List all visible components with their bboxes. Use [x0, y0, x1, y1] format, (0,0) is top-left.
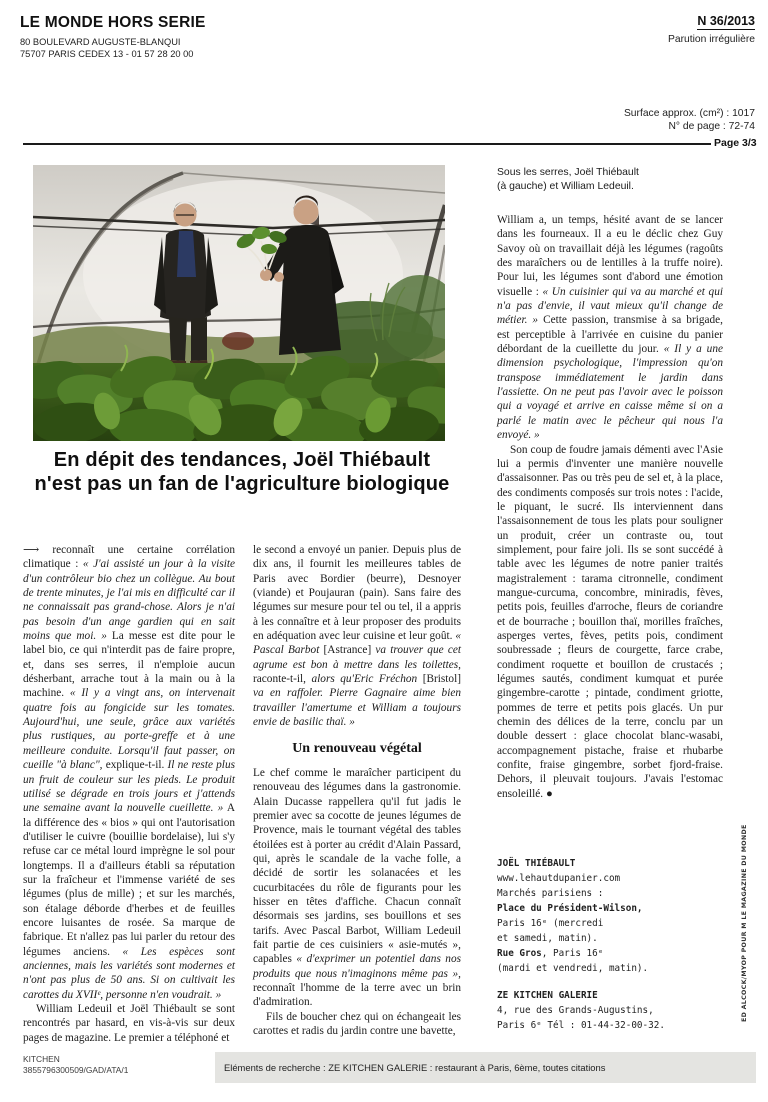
issue-number: N 36/2013	[697, 14, 755, 28]
contact-block-joel-thiebault	[497, 856, 707, 976]
publication-name: LE MONDE HORS SERIE	[20, 14, 206, 31]
clipping-brand: KITCHEN	[23, 1054, 60, 1064]
paragraph: William a, un temps, hésité avant de se lancer dans les fourneaux. Il a eu le déclic chez Guy Savoy où on travaillait déjà les légumes (ragoûts des maraîchers ou de lentilles à la truffe noire). Pour lui, les légumes sont d'abord une émotion visuelle : « Un cuisinier qui va au marché et qui n'a pas d'envie, il vaut mieux qu'il change de métier. » Cette passion, transmise à sa brigade, est perceptible à l'arrivée en cuisine du panier débordant de la cueillette du jour. « Il y a une dimension psychologique, l'impression qu'on transpose immédiatement le jardin dans l'assiette. On ne peut pas l'avoir avec le poisson qui a voyagé et arrive en caisse même si on a parlé le matin avec le pêcheur qui nous l'a envoyé. »	[497, 214, 724, 442]
clipping-code: 3855796300509/GAD/ATA/1	[23, 1064, 129, 1075]
search-terms-box	[215, 1052, 756, 1083]
header-rule	[23, 143, 711, 145]
contact-line: (mardi et vendredi, matin).	[497, 963, 649, 974]
greenhouse-photo-art	[33, 165, 445, 441]
clipping-metrics	[624, 108, 755, 133]
page-marker: Page 3/3	[714, 137, 757, 149]
section-subhead: Un renouveau végétal	[292, 741, 422, 757]
article-column-middle	[253, 543, 461, 1038]
headline-line-1: En dépit des tendances, Joël Thiébault	[53, 449, 431, 471]
greenhouse-photo	[33, 165, 445, 441]
paragraph: ⟶ reconnaît une certaine corrélation climatique : « J'ai assisté un jour à la visite d'un contrôleur bio chez un collègue. Au bout de trente minutes, je l'ai mis en difficulté car il ne connaissait pas grand-chose. Alors je n'ai pas besoin d'un ange gardien qui en sait moins que moi. » La messe est dite pour le label bio, ce qui n'interdit pas de faire propre, et, dans ses serres, il n'emploie aucun désherbant, arrache tout à la main ou à la machine. « Il y a vingt ans, on intervenait quatre fois au fongicide sur les tomates. Aujourd'hui, une seule, grâce aux variétés plus rustiques, au porte-greffe et à une meilleure conduite. Lorsqu'il faut passer, on cueille "à blanc", explique-t-il. Il ne reste plus un fruit de couleur sur les pieds. Le produit utilisé se dégrade en trois jours et j'attends une semaine avant la nouvelle cueillette. » A la différence des « bios » qui ont l'autorisation d'utiliser le cuivre (bouillie bordelaise), lui s'y refuse car ce métal lourd imprègne le sol pour longtemps. Il a d'ailleurs établi sa réputation sur la fraîcheur et l'immense variété de ses légumes (plus de mille) ; et sur les marchés, son étalage déborde d'herbes et de feuilles encore luisantes de rosée. Sa marque de fabrique. Et n'allez pas lui parler du retour des légumes anciens. « Les espèces sont anciennes, mais les variétés sont modernes et n'ont pas plus de 50 ans. Si on cultivait les carottes du XVIIᵉ, personne n'en voudrait. »	[23, 544, 236, 1001]
address-line-1: 80 BOULEVARD AUGUSTE-BLANQUI	[20, 37, 181, 47]
contact-line: Rue Gros, Paris 16ᵉ	[497, 948, 604, 959]
paragraph: le second a envoyé un panier. Depuis plus de dix ans, il fournit les meilleures tables de Paris avec Bordier (beurre), Desnoyer (viande) et Poujauran (pain). Sans faire des légumes sur mesure pour tel ou tel, il a appris à les connaître et à leur proposer des produits en adéquation avec leur cuisine et leur goût. « Pascal Barbot [Astrance] va trouver que cet agrume est bon à mettre dans les toilettes, raconte-t-il, alors qu'Eric Fréchon [Bristol] va en raffoler. Pierre Gagnaire aime bien travailler l'amertume et William a toujours envie de basilic thaï. »	[253, 544, 461, 729]
publication-address	[20, 37, 193, 60]
contact-line: JOËL THIÉBAULT	[497, 858, 576, 869]
caption-line-2: (à gauche) et William Ledeuil.	[497, 180, 634, 192]
contact-line: et samedi, matin).	[497, 933, 598, 944]
article-column-left	[23, 543, 235, 1045]
photo-caption	[497, 166, 697, 194]
paragraph: Le chef comme le maraîcher participent du renouveau des légumes dans la gastronomie. Alain Ducasse rappellera qu'il fut jadis le premier avec sa cocotte de jeunes légumes de Provence, mais le tournant végétal des tables étoilées est à porter au crédit d'Alain Passard, qui, après le scandale de la vache folle, a décidé de sortir les solanacées et les cucurbitacées du rôle de figurants pour les hisser en têtes d'affiche. Chacun connaît désormais ses jardins, ses bouillons et ses tarifs. Avec Pascal Barbot, William Ledeuil fait partie de ces cuisiniers « asie-mutés », capables « d'exprimer un potentiel dans nos produits que nous n'imaginons même pas », reconnaît l'homme de la terre avec un brin d'admiration.	[253, 766, 461, 1009]
contact-line: ZE KITCHEN GALERIE	[497, 990, 598, 1001]
search-terms-text: Eléments de recherche : ZE KITCHEN GALERIE : restaurant à Paris, 6ème, toutes citations	[224, 1062, 606, 1073]
clipping-reference	[23, 1054, 128, 1075]
contact-line: Paris 6ᵉ Tél : 01-44-32-00-32.	[497, 1020, 665, 1031]
contact-line: Paris 16ᵉ (mercredi	[497, 918, 604, 929]
photo-credit-vertical: ED ALCOCK/MYOP POUR M LE MAGAZINE DU MONDE	[741, 824, 748, 1022]
surface-approx: Surface approx. (cm²) : 1017	[623, 108, 755, 119]
contact-line: 4, rue des Grands-Augustins,	[497, 1005, 654, 1016]
address-line-2: 75707 PARIS CEDEX 13 - 01 57 28 20 00	[20, 48, 194, 59]
contact-block-ze-kitchen-galerie	[497, 988, 707, 1033]
article-column-right	[497, 213, 723, 801]
publication-frequency: Parution irrégulière	[668, 34, 755, 45]
contact-line: www.lehautdupanier.com	[497, 873, 621, 884]
page-range: N° de page : 72-74	[668, 120, 755, 132]
paragraph: Fils de boucher chez qui on échangeait les carottes et radis du jardin contre une bavette,	[253, 1010, 461, 1037]
paragraph: Son coup de foudre jamais démenti avec l'Asie lui a permis d'inventer une manière nouvelle d'assaisonner. Pas ou très peu de sel et, à la place, des condiments composés sur trois notes : l'acide, le piquant, le sucré. Ils interviennent dans l'assaisonnement de tous les plats pour souligner un produit, créer un contraste ou, tout simplement, pour faire joli. Ils se sont succédé à table avec les légumes de notre panier traités magistralement : tarama citronnelle, condiment mangue-curcuma, concombre, miniradis, fèves, petits pois, feuilles d'arroche, fleurs de coriandre et de bourrache ; bouillon thaï, morilles fraîches, asperges vertes, fèves, petits pois, condiment soubressade ; fleurs de courgette, farce crabe, condiment roquette et bouillon de crustacés ; légumes sautés, condiment kumquat et purée gingembre-carotte ; pintade, condiment griotte, pommes de terre et petits pois glacés. Un pur chemin des délices de la terre, conclu par un double dessert : glace chocolat blanc-wasabi, accompagnement pistache, fraise et rhubarbe confite, fraise gingembre, sorbet fjord-fraise. Dehors, il pleuvait toujours. J'avais l'estomac ensoleillé. ●	[497, 443, 723, 800]
contact-line: Marchés parisiens :	[497, 888, 604, 899]
headline-line-2: n'est pas un fan de l'agriculture biologique	[34, 472, 450, 495]
headline	[23, 449, 461, 496]
caption-line-1: Sous les serres, Joël Thiébault	[497, 167, 639, 178]
issue-block	[668, 12, 755, 45]
paragraph: William Ledeuil et Joël Thiébault se sont rencontrés par hasard, en vis-à-vis sur deux pages de magazine. Le premier a téléphoné et	[23, 1003, 235, 1044]
contact-line: Place du Président-Wilson,	[497, 903, 643, 914]
